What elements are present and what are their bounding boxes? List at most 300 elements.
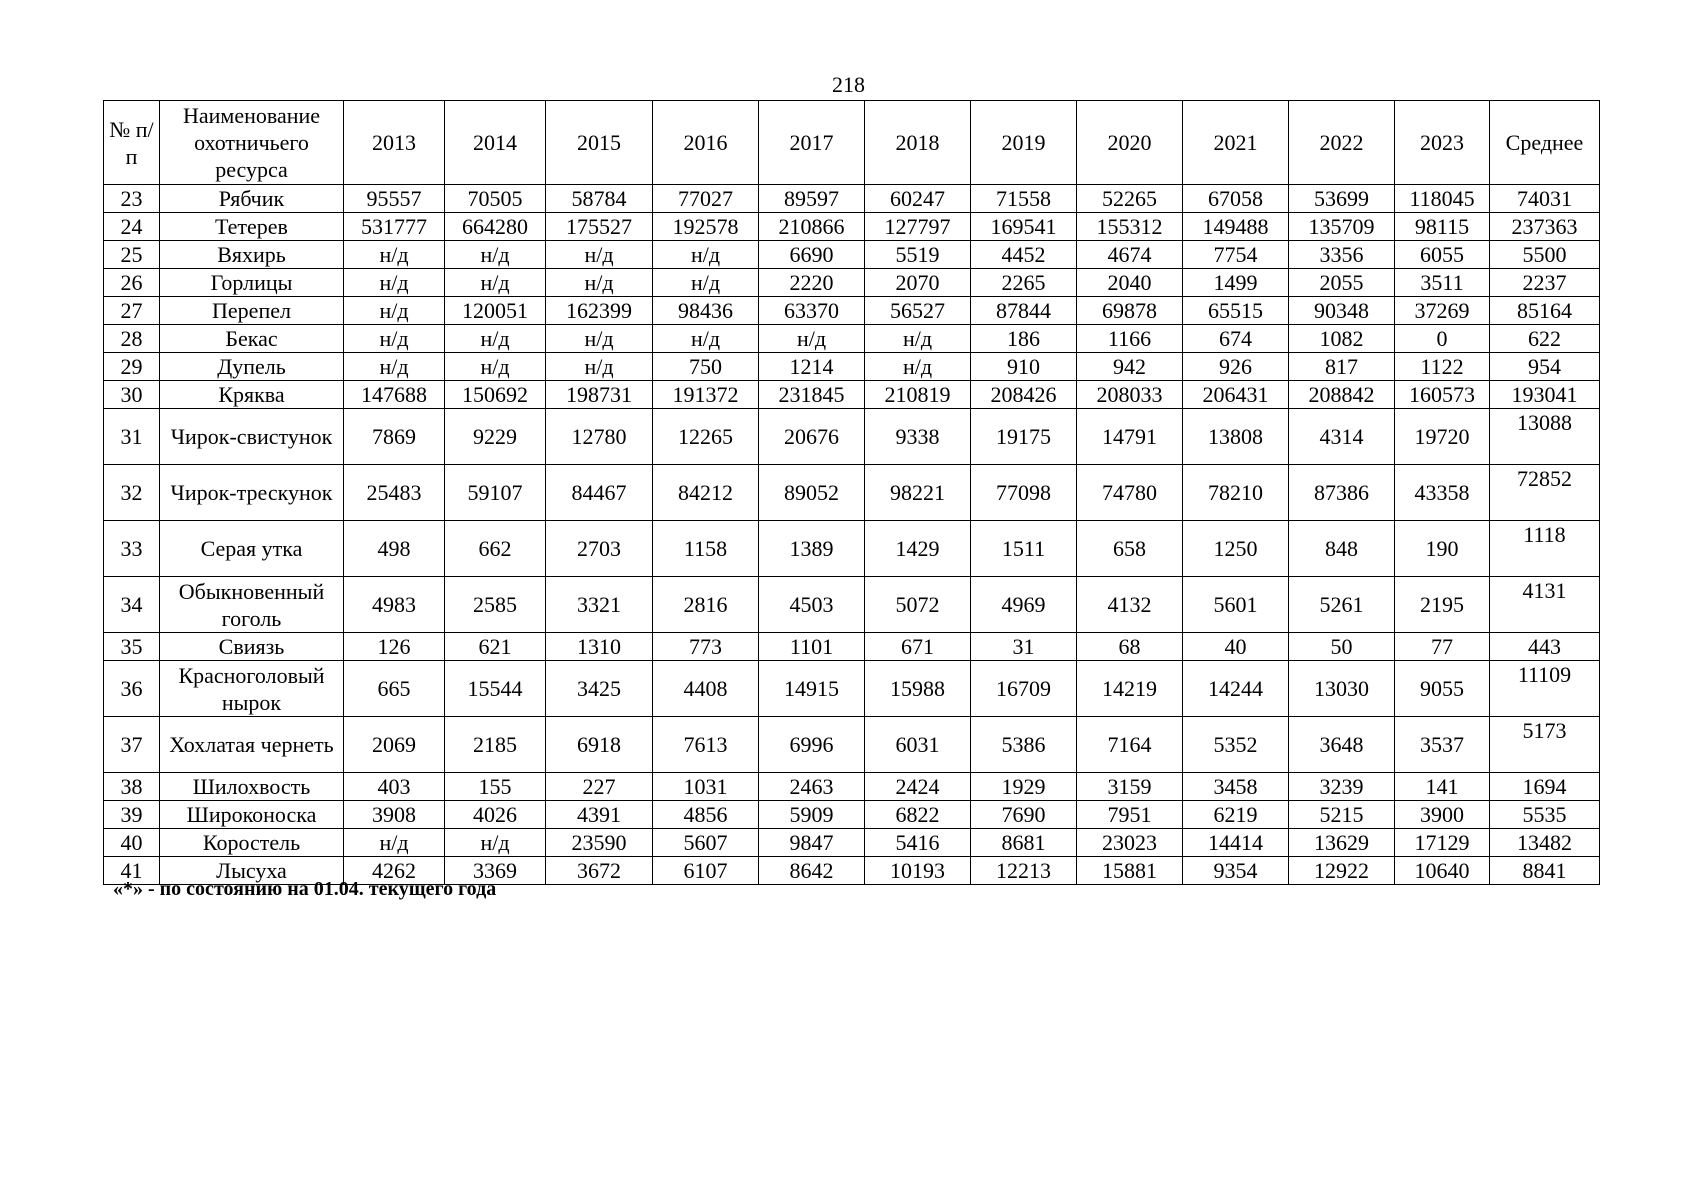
year-value: 58784 <box>546 185 653 213</box>
page-number: 218 <box>832 72 865 97</box>
year-value: 674 <box>1183 325 1289 353</box>
year-value: 9055 <box>1395 661 1490 717</box>
resource-name: Рябчик <box>160 185 344 213</box>
year-value: 4262 <box>344 857 445 885</box>
resource-name: Тетерев <box>160 213 344 241</box>
year-value: 208842 <box>1289 381 1395 409</box>
row-number: 33 <box>104 521 160 577</box>
year-value: 6107 <box>653 857 759 885</box>
year-value: 750 <box>653 353 759 381</box>
average-value: 237363 <box>1490 213 1600 241</box>
year-value: 1214 <box>759 353 865 381</box>
year-value: 69878 <box>1077 297 1183 325</box>
year-value: 89052 <box>759 465 865 521</box>
table-row <box>104 213 1600 241</box>
year-value: 7164 <box>1077 717 1183 773</box>
year-value: 5519 <box>865 241 971 269</box>
average-value: 193041 <box>1490 381 1600 409</box>
year-value: 4132 <box>1077 577 1183 633</box>
resource-name: Обыкновенный гоголь <box>160 577 344 633</box>
year-value: 5386 <box>971 717 1077 773</box>
year-value: 77027 <box>653 185 759 213</box>
year-value: 135709 <box>1289 213 1395 241</box>
row-number: 24 <box>104 213 160 241</box>
year-value: 3458 <box>1183 773 1289 801</box>
year-value: 155312 <box>1077 213 1183 241</box>
year-value: 210866 <box>759 213 865 241</box>
table-row <box>104 325 1600 353</box>
year-value: 10640 <box>1395 857 1490 885</box>
resource-name: Горлицы <box>160 269 344 297</box>
year-value: 74780 <box>1077 465 1183 521</box>
year-value: 6822 <box>865 801 971 829</box>
table-body <box>104 185 1600 885</box>
year-value: 1429 <box>865 521 971 577</box>
header-name: Наименование охотничьего ресурса <box>160 101 344 185</box>
average-value: 443 <box>1490 633 1600 661</box>
year-value: 2703 <box>546 521 653 577</box>
resource-name: Дупель <box>160 353 344 381</box>
year-value: 149488 <box>1183 213 1289 241</box>
year-value: 208033 <box>1077 381 1183 409</box>
year-value: 664280 <box>445 213 546 241</box>
resource-name: Коростель <box>160 829 344 857</box>
year-value: 63370 <box>759 297 865 325</box>
average-value: 72852 <box>1490 465 1600 521</box>
resource-name: Бекас <box>160 325 344 353</box>
year-value: 6055 <box>1395 241 1490 269</box>
year-value: 3511 <box>1395 269 1490 297</box>
year-value: 150692 <box>445 381 546 409</box>
year-value: 52265 <box>1077 185 1183 213</box>
average-value: 85164 <box>1490 297 1600 325</box>
year-value: 9847 <box>759 829 865 857</box>
average-value: 8841 <box>1490 857 1600 885</box>
header-year: 2023 <box>1395 101 1490 185</box>
year-value: 78210 <box>1183 465 1289 521</box>
year-value: н/д <box>344 297 445 325</box>
year-value: 403 <box>344 773 445 801</box>
year-value: 210819 <box>865 381 971 409</box>
year-value: 68 <box>1077 633 1183 661</box>
year-value: 2195 <box>1395 577 1490 633</box>
year-value: 4391 <box>546 801 653 829</box>
year-value: 3356 <box>1289 241 1395 269</box>
row-number: 40 <box>104 829 160 857</box>
year-value: 206431 <box>1183 381 1289 409</box>
year-value: 70505 <box>445 185 546 213</box>
header-year: 2021 <box>1183 101 1289 185</box>
year-value: 14244 <box>1183 661 1289 717</box>
year-value: 5416 <box>865 829 971 857</box>
year-value: 15988 <box>865 661 971 717</box>
table-row <box>104 241 1600 269</box>
year-value: 3672 <box>546 857 653 885</box>
average-value: 1118 <box>1490 521 1600 577</box>
average-value: 2237 <box>1490 269 1600 297</box>
resource-name: Лысуха <box>160 857 344 885</box>
header-year: 2020 <box>1077 101 1183 185</box>
year-value: 9229 <box>445 409 546 465</box>
year-value: н/д <box>653 241 759 269</box>
year-value: 3537 <box>1395 717 1490 773</box>
year-value: 531777 <box>344 213 445 241</box>
row-number: 30 <box>104 381 160 409</box>
table-row <box>104 773 1600 801</box>
year-value: н/д <box>445 829 546 857</box>
year-value: 5601 <box>1183 577 1289 633</box>
year-value: 13808 <box>1183 409 1289 465</box>
year-value: 773 <box>653 633 759 661</box>
resource-name: Серая утка <box>160 521 344 577</box>
year-value: 3239 <box>1289 773 1395 801</box>
year-value: 169541 <box>971 213 1077 241</box>
year-value: 4503 <box>759 577 865 633</box>
year-value: 71558 <box>971 185 1077 213</box>
year-value: 98115 <box>1395 213 1490 241</box>
year-value: 7613 <box>653 717 759 773</box>
year-value: 4408 <box>653 661 759 717</box>
average-value: 5535 <box>1490 801 1600 829</box>
year-value: 13629 <box>1289 829 1395 857</box>
year-value: 65515 <box>1183 297 1289 325</box>
year-value: н/д <box>546 241 653 269</box>
year-value: 9338 <box>865 409 971 465</box>
year-value: 53699 <box>1289 185 1395 213</box>
row-number: 34 <box>104 577 160 633</box>
year-value: 4674 <box>1077 241 1183 269</box>
year-value: 2424 <box>865 773 971 801</box>
year-value: 19720 <box>1395 409 1490 465</box>
year-value: 13030 <box>1289 661 1395 717</box>
year-value: 2040 <box>1077 269 1183 297</box>
year-value: 7754 <box>1183 241 1289 269</box>
year-value: 56527 <box>865 297 971 325</box>
year-value: 20676 <box>759 409 865 465</box>
resource-name: Свиязь <box>160 633 344 661</box>
year-value: 5261 <box>1289 577 1395 633</box>
year-value: 621 <box>445 633 546 661</box>
year-value: 12780 <box>546 409 653 465</box>
year-value: 118045 <box>1395 185 1490 213</box>
table-row <box>104 409 1600 465</box>
year-value: 23023 <box>1077 829 1183 857</box>
year-value: 162399 <box>546 297 653 325</box>
year-value: 0 <box>1395 325 1490 353</box>
year-value: 1929 <box>971 773 1077 801</box>
year-value: 6219 <box>1183 801 1289 829</box>
year-value: 1166 <box>1077 325 1183 353</box>
row-number: 32 <box>104 465 160 521</box>
data-table <box>103 100 1600 885</box>
year-value: н/д <box>653 269 759 297</box>
year-value: 16709 <box>971 661 1077 717</box>
resource-name: Вяхирь <box>160 241 344 269</box>
year-value: 14414 <box>1183 829 1289 857</box>
average-value: 4131 <box>1490 577 1600 633</box>
year-value: 671 <box>865 633 971 661</box>
year-value: 227 <box>546 773 653 801</box>
header-average: Среднее <box>1490 101 1600 185</box>
table-row <box>104 577 1600 633</box>
year-value: 1389 <box>759 521 865 577</box>
resource-name: Красноголовый нырок <box>160 661 344 717</box>
header-year: 2016 <box>653 101 759 185</box>
year-value: 31 <box>971 633 1077 661</box>
year-value: 1122 <box>1395 353 1490 381</box>
table-header <box>104 101 1600 185</box>
year-value: 3648 <box>1289 717 1395 773</box>
resource-name: Кряква <box>160 381 344 409</box>
year-value: 665 <box>344 661 445 717</box>
header-year: 2013 <box>344 101 445 185</box>
year-value: 3900 <box>1395 801 1490 829</box>
year-value: 60247 <box>865 185 971 213</box>
year-value: 198731 <box>546 381 653 409</box>
average-value: 74031 <box>1490 185 1600 213</box>
year-value: 4856 <box>653 801 759 829</box>
year-value: 14791 <box>1077 409 1183 465</box>
header-year: 2022 <box>1289 101 1395 185</box>
year-value: 2069 <box>344 717 445 773</box>
year-value: 191372 <box>653 381 759 409</box>
average-value: 13482 <box>1490 829 1600 857</box>
year-value: 4969 <box>971 577 1077 633</box>
table-row <box>104 185 1600 213</box>
year-value: 98436 <box>653 297 759 325</box>
year-value: 1511 <box>971 521 1077 577</box>
year-value: 3321 <box>546 577 653 633</box>
year-value: 10193 <box>865 857 971 885</box>
year-value: 910 <box>971 353 1077 381</box>
resource-name: Хохлатая чернеть <box>160 717 344 773</box>
year-value: 37269 <box>1395 297 1490 325</box>
year-value: 3425 <box>546 661 653 717</box>
resource-name: Широконоска <box>160 801 344 829</box>
year-value: 2220 <box>759 269 865 297</box>
average-value: 13088 <box>1490 409 1600 465</box>
header-year: 2017 <box>759 101 865 185</box>
year-value: 7951 <box>1077 801 1183 829</box>
year-value: 1250 <box>1183 521 1289 577</box>
year-value: 87386 <box>1289 465 1395 521</box>
year-value: 67058 <box>1183 185 1289 213</box>
year-value: 15881 <box>1077 857 1183 885</box>
year-value: 15544 <box>445 661 546 717</box>
resource-name: Шилохвость <box>160 773 344 801</box>
year-value: 7869 <box>344 409 445 465</box>
year-value: 1310 <box>546 633 653 661</box>
year-value: 1499 <box>1183 269 1289 297</box>
year-value: 926 <box>1183 353 1289 381</box>
year-value: 1082 <box>1289 325 1395 353</box>
year-value: 4026 <box>445 801 546 829</box>
year-value: 5352 <box>1183 717 1289 773</box>
table-row <box>104 465 1600 521</box>
row-number: 29 <box>104 353 160 381</box>
year-value: 7690 <box>971 801 1077 829</box>
year-value: 84467 <box>546 465 653 521</box>
year-value: 6996 <box>759 717 865 773</box>
year-value: 155 <box>445 773 546 801</box>
year-value: н/д <box>344 269 445 297</box>
row-number: 26 <box>104 269 160 297</box>
year-value: 43358 <box>1395 465 1490 521</box>
table-row <box>104 297 1600 325</box>
resource-name: Перепел <box>160 297 344 325</box>
header-year: 2015 <box>546 101 653 185</box>
year-value: н/д <box>344 325 445 353</box>
year-value: 59107 <box>445 465 546 521</box>
row-number: 36 <box>104 661 160 717</box>
year-value: 50 <box>1289 633 1395 661</box>
table-row <box>104 269 1600 297</box>
year-value: 1031 <box>653 773 759 801</box>
year-value: 89597 <box>759 185 865 213</box>
table-row <box>104 353 1600 381</box>
row-number: 31 <box>104 409 160 465</box>
year-value: 5215 <box>1289 801 1395 829</box>
year-value: 3369 <box>445 857 546 885</box>
year-value: 2070 <box>865 269 971 297</box>
row-number: 38 <box>104 773 160 801</box>
year-value: 12922 <box>1289 857 1395 885</box>
table-row <box>104 801 1600 829</box>
year-value: 2265 <box>971 269 1077 297</box>
table-row <box>104 521 1600 577</box>
row-number: 41 <box>104 857 160 885</box>
row-number: 39 <box>104 801 160 829</box>
table-row <box>104 633 1600 661</box>
year-value: 23590 <box>546 829 653 857</box>
year-value: 2463 <box>759 773 865 801</box>
year-value: 1101 <box>759 633 865 661</box>
year-value: 25483 <box>344 465 445 521</box>
year-value: 192578 <box>653 213 759 241</box>
year-value: 2185 <box>445 717 546 773</box>
year-value: 95557 <box>344 185 445 213</box>
year-value: 87844 <box>971 297 1077 325</box>
year-value: н/д <box>546 269 653 297</box>
year-value: 662 <box>445 521 546 577</box>
row-number: 25 <box>104 241 160 269</box>
row-number: 23 <box>104 185 160 213</box>
year-value: 12265 <box>653 409 759 465</box>
year-value: 4983 <box>344 577 445 633</box>
year-value: 175527 <box>546 213 653 241</box>
average-value: 5500 <box>1490 241 1600 269</box>
year-value: 5607 <box>653 829 759 857</box>
year-value: н/д <box>546 325 653 353</box>
year-value: 40 <box>1183 633 1289 661</box>
year-value: 12213 <box>971 857 1077 885</box>
row-number: 37 <box>104 717 160 773</box>
year-value: 658 <box>1077 521 1183 577</box>
resource-name: Чирок-трескунок <box>160 465 344 521</box>
year-value: 817 <box>1289 353 1395 381</box>
year-value: 186 <box>971 325 1077 353</box>
year-value: н/д <box>653 325 759 353</box>
header-year: 2014 <box>445 101 546 185</box>
footnote: «*» - по состоянию на 01.04. текущего года <box>113 878 497 900</box>
average-value: 5173 <box>1490 717 1600 773</box>
year-value: н/д <box>445 269 546 297</box>
table-row <box>104 381 1600 409</box>
table-row <box>104 829 1600 857</box>
year-value: н/д <box>344 353 445 381</box>
year-value: 6690 <box>759 241 865 269</box>
year-value: 4452 <box>971 241 1077 269</box>
year-value: 6918 <box>546 717 653 773</box>
year-value: 141 <box>1395 773 1490 801</box>
year-value: н/д <box>865 325 971 353</box>
year-value: 127797 <box>865 213 971 241</box>
year-value: 14915 <box>759 661 865 717</box>
year-value: н/д <box>445 353 546 381</box>
row-number: 27 <box>104 297 160 325</box>
year-value: 3908 <box>344 801 445 829</box>
table-row <box>104 661 1600 717</box>
year-value: 498 <box>344 521 445 577</box>
average-value: 11109 <box>1490 661 1600 717</box>
year-value: 160573 <box>1395 381 1490 409</box>
year-value: н/д <box>759 325 865 353</box>
year-value: 19175 <box>971 409 1077 465</box>
row-number: 28 <box>104 325 160 353</box>
year-value: 2055 <box>1289 269 1395 297</box>
header-year: 2019 <box>971 101 1077 185</box>
year-value: н/д <box>445 325 546 353</box>
average-value: 954 <box>1490 353 1600 381</box>
year-value: 4314 <box>1289 409 1395 465</box>
table-row <box>104 717 1600 773</box>
average-value: 1694 <box>1490 773 1600 801</box>
year-value: 120051 <box>445 297 546 325</box>
year-value: н/д <box>546 353 653 381</box>
year-value: н/д <box>445 241 546 269</box>
row-number: 35 <box>104 633 160 661</box>
average-value: 622 <box>1490 325 1600 353</box>
header-num: № п/п <box>104 101 160 185</box>
header-year: 2018 <box>865 101 971 185</box>
year-value: 208426 <box>971 381 1077 409</box>
year-value: 5909 <box>759 801 865 829</box>
year-value: 848 <box>1289 521 1395 577</box>
year-value: 6031 <box>865 717 971 773</box>
year-value: 2816 <box>653 577 759 633</box>
year-value: 1158 <box>653 521 759 577</box>
year-value: 77098 <box>971 465 1077 521</box>
year-value: н/д <box>344 829 445 857</box>
year-value: 126 <box>344 633 445 661</box>
year-value: 8642 <box>759 857 865 885</box>
year-value: н/д <box>865 353 971 381</box>
resource-name: Чирок-свистунок <box>160 409 344 465</box>
year-value: 77 <box>1395 633 1490 661</box>
year-value: н/д <box>344 241 445 269</box>
year-value: 98221 <box>865 465 971 521</box>
year-value: 3159 <box>1077 773 1183 801</box>
year-value: 84212 <box>653 465 759 521</box>
year-value: 8681 <box>971 829 1077 857</box>
year-value: 9354 <box>1183 857 1289 885</box>
year-value: 17129 <box>1395 829 1490 857</box>
year-value: 90348 <box>1289 297 1395 325</box>
year-value: 942 <box>1077 353 1183 381</box>
header-row <box>104 101 1600 185</box>
year-value: 190 <box>1395 521 1490 577</box>
year-value: 147688 <box>344 381 445 409</box>
